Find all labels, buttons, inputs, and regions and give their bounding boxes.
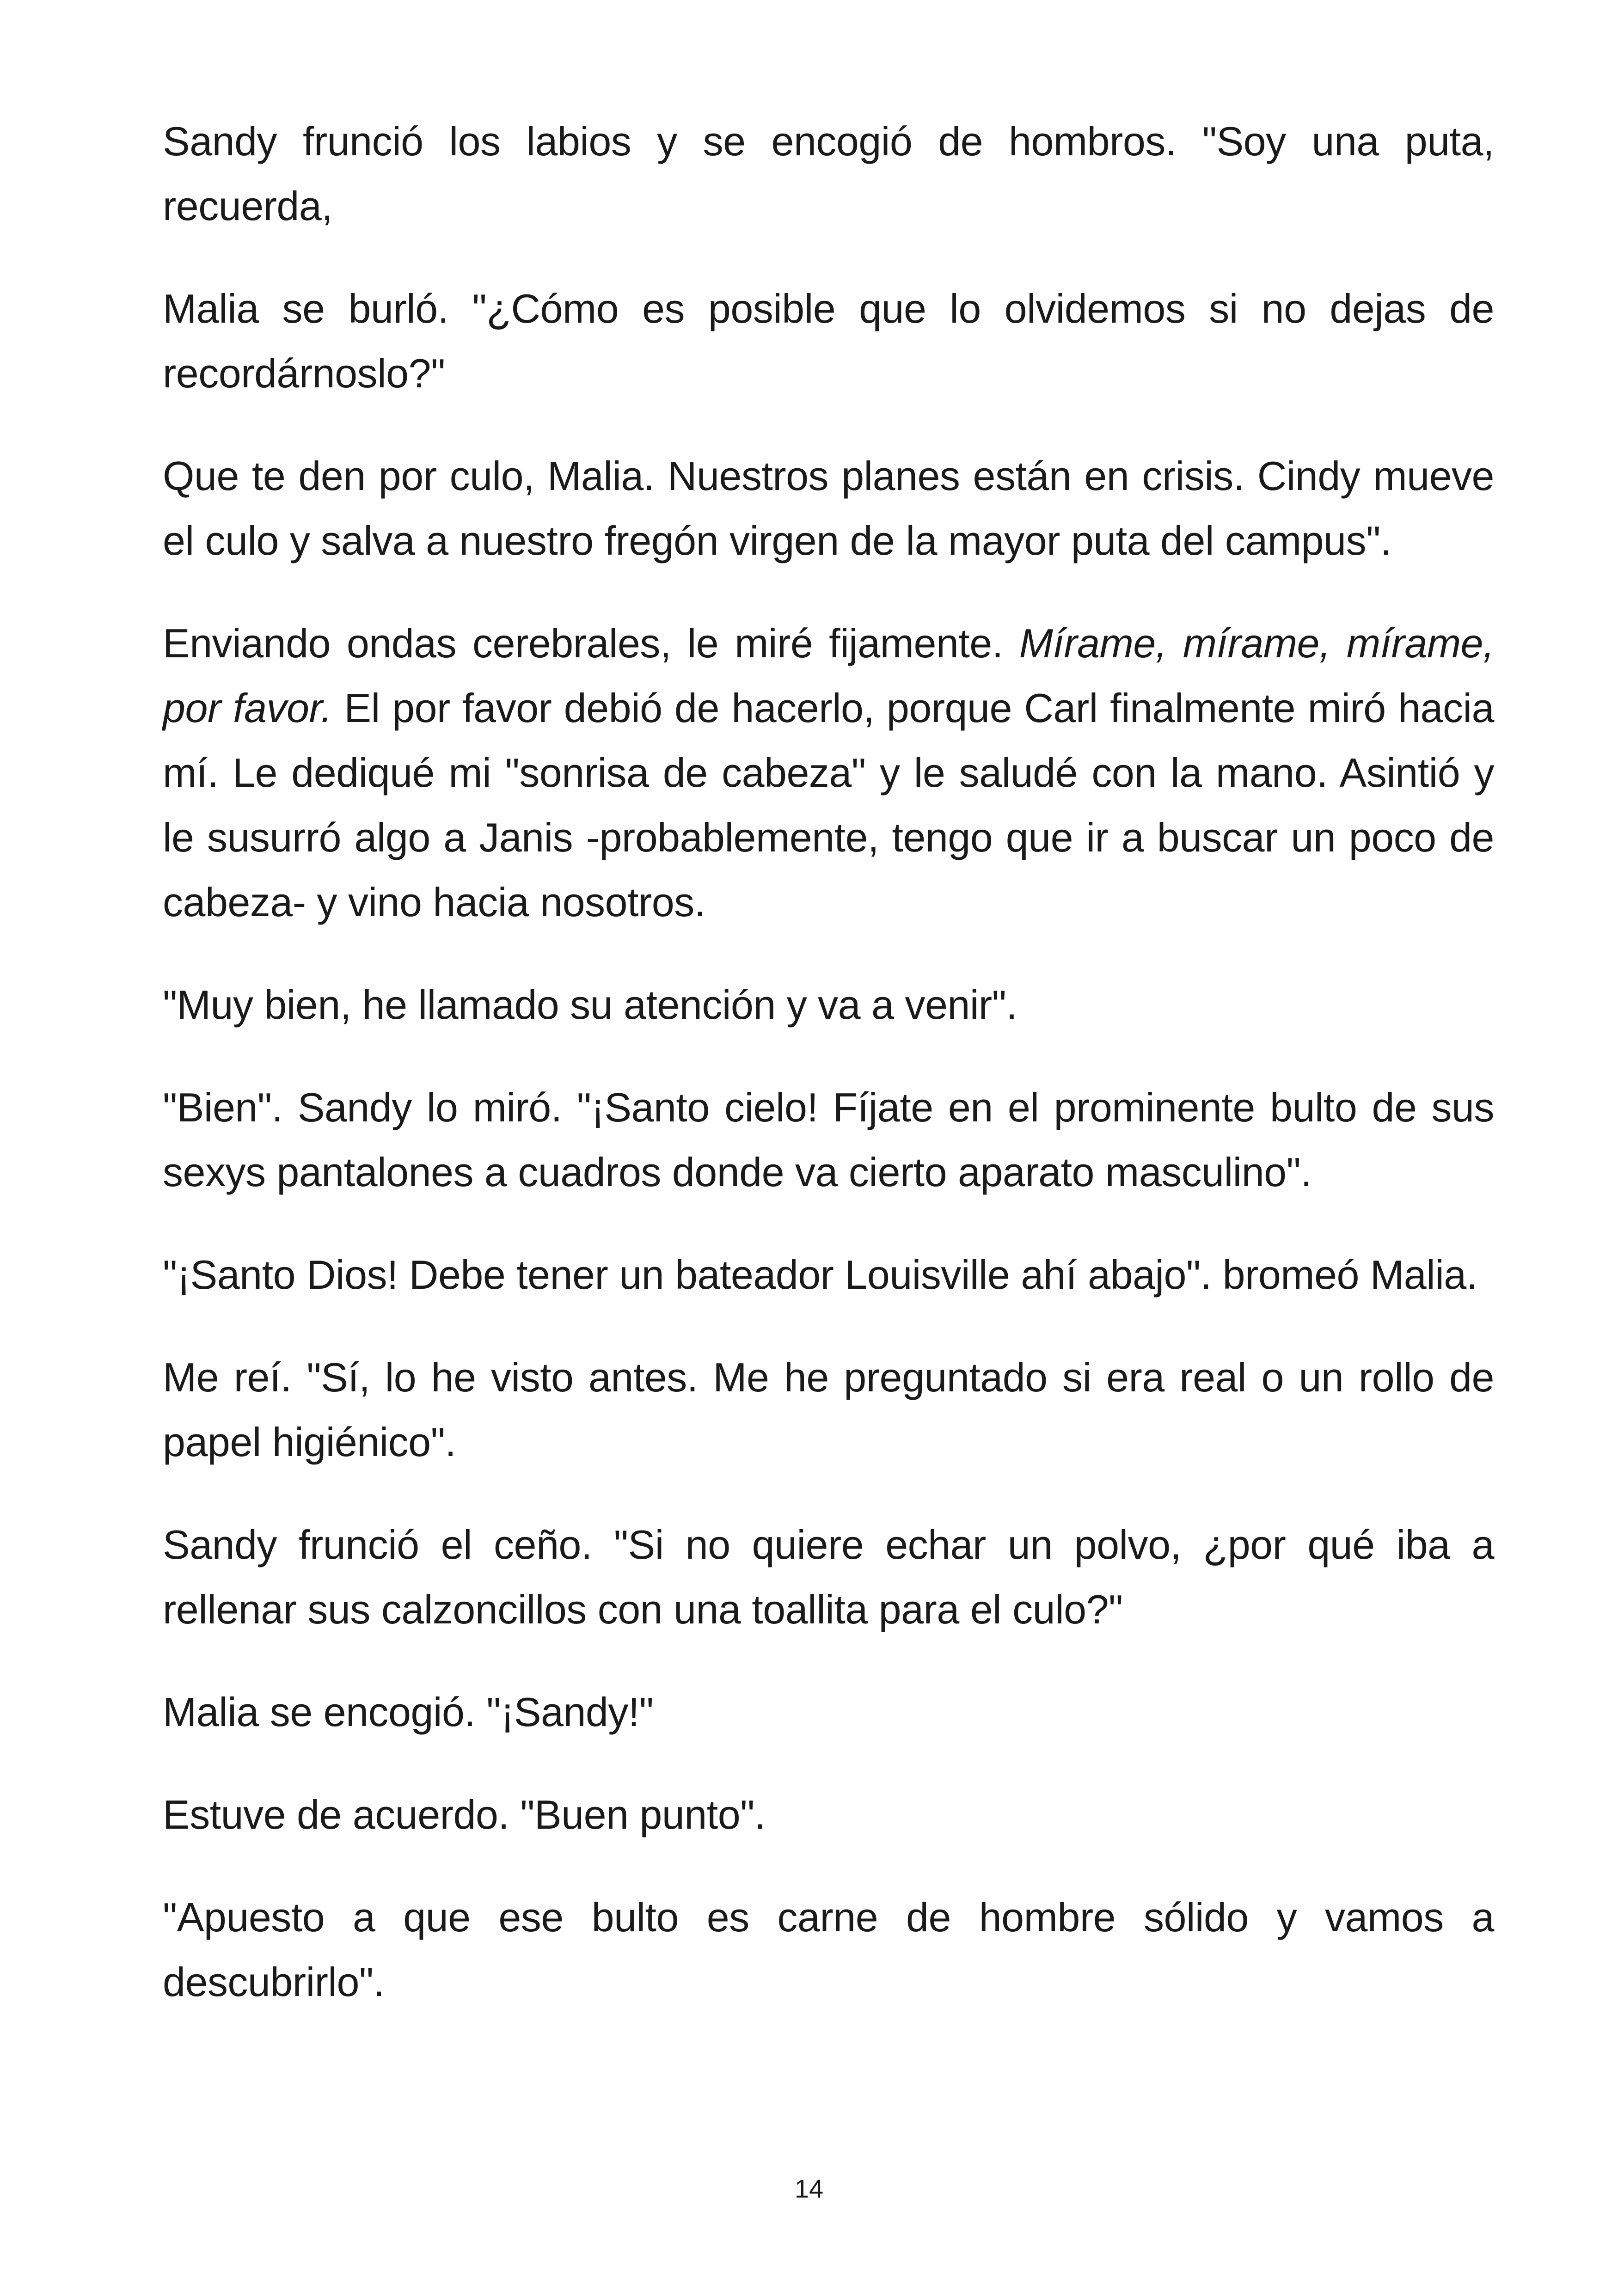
paragraph-text: Enviando ondas cerebrales, le miré fijamente. xyxy=(163,620,1019,666)
italic-thought: Mírame, mírame, mírame, por favor. xyxy=(163,620,1495,731)
paragraph: "Apuesto a que ese bulto es carne de hombre sólido y vamos a descubrirlo". xyxy=(163,1894,1494,2005)
paragraph: Malia se burló. "¿Cómo es posible que lo olvidemos si no dejas de recordárnoslo?" xyxy=(163,286,1494,396)
paragraph: "Muy bien, he llamado su atención y va a venir". xyxy=(163,982,1017,1028)
paragraph-text: El por favor debió de hacerlo, porque Carl finalmente miró hacia mí. Le dediqué mi "sonrisa de cabeza" y le saludé con la mano. Asintió y le susurró algo a Janis -probablemente, tengo que ir a buscar un poco de cabeza- y vino hacia nosotros. xyxy=(163,685,1494,925)
body-text xyxy=(163,109,1494,2052)
paragraph xyxy=(163,611,1494,935)
paragraph: Sandy frunció el ceño. "Si no quiere echar un polvo, ¿por qué iba a rellenar sus calzoncillos con una toallita para el culo?" xyxy=(163,1522,1494,1632)
page-number: 14 xyxy=(794,2174,824,2203)
paragraph: Malia se encogió. "¡Sandy!" xyxy=(163,1689,654,1735)
paragraph: Estuve de acuerdo. "Buen punto". xyxy=(163,1792,766,1837)
paragraph: "¡Santo Dios! Debe tener un bateador Louisville ahí abajo". bromeó Malia. xyxy=(163,1252,1477,1298)
paragraph: "Bien". Sandy lo miró. "¡Santo cielo! Fíjate en el prominente bulto de sus sexys pantalones a cuadros donde va cierto aparato masculino". xyxy=(163,1084,1494,1195)
paragraph: Sandy frunció los labios y se encogió de hombros. "Soy una puta, recuerda, xyxy=(163,118,1494,229)
paragraph: Me reí. "Sí, lo he visto antes. Me he preguntado si era real o un rollo de papel higiénico". xyxy=(163,1354,1494,1465)
paragraph: Que te den por culo, Malia. Nuestros planes están en crisis. Cindy mueve el culo y salva a nuestro fregón virgen de la mayor puta del campus". xyxy=(163,453,1494,563)
